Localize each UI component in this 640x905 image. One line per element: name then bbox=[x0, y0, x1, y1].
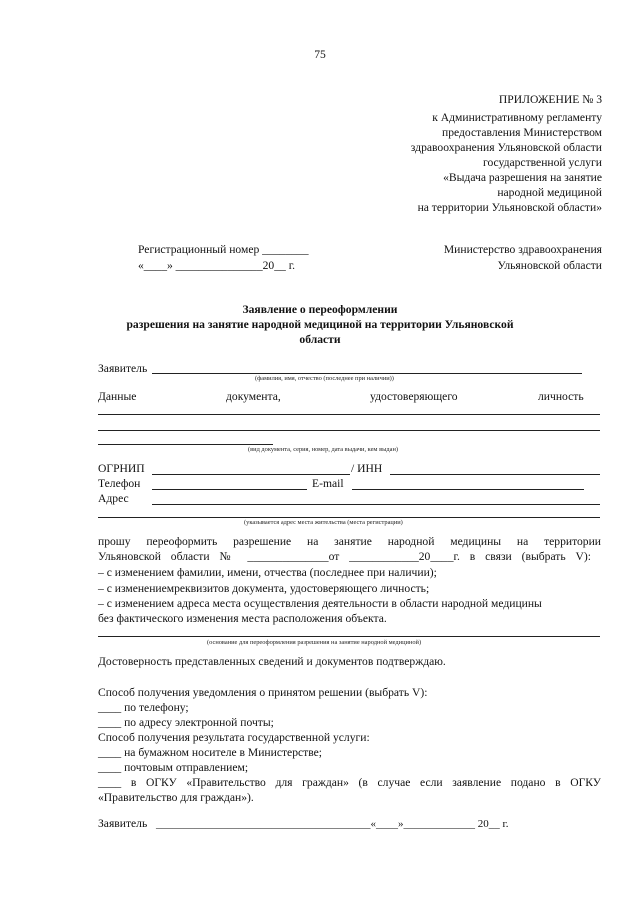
doc-field[interactable] bbox=[98, 430, 600, 431]
registration-date: «____» _______________20__ г. bbox=[138, 259, 296, 272]
signature-label: Заявитель bbox=[98, 817, 148, 830]
doc-word: документа, bbox=[226, 390, 281, 403]
doc-field[interactable] bbox=[98, 444, 273, 445]
doc-hint: (вид документа, серия, номер, дата выдачи, кем выдан) bbox=[248, 446, 399, 453]
header-line: предоставления Министерством bbox=[442, 126, 602, 139]
applicant-hint: (фамилия, имя, отчество (последнее при наличии)) bbox=[255, 375, 394, 382]
inn-field[interactable] bbox=[390, 474, 600, 475]
result-option-mail[interactable]: ____ почтовым отправлением; bbox=[98, 761, 249, 774]
result-option-paper[interactable]: ____ на бумажном носителе в Министерстве; bbox=[98, 746, 322, 759]
phone-label: Телефон bbox=[98, 477, 141, 490]
address-label: Адрес bbox=[98, 492, 129, 505]
doc-word: удостоверяющего bbox=[370, 390, 458, 403]
request-text: Ульяновской области № ______________от ____________20____г. в связи (выбрать V): bbox=[98, 550, 591, 563]
reason-option: – с изменением фамилии, имени, отчества (последнее при наличии); bbox=[98, 566, 437, 579]
header-line: на территории Ульяновской области» bbox=[417, 201, 602, 214]
email-label: E-mail bbox=[312, 477, 344, 490]
document-title: разрешения на занятие народной медициной на территории Ульяновской bbox=[126, 318, 514, 331]
doc-word: личность bbox=[538, 390, 584, 403]
notification-heading: Способ получения уведомления о принятом решении (выбрать V): bbox=[98, 686, 428, 699]
page-number: 75 bbox=[314, 48, 326, 61]
inn-label: / ИНН bbox=[351, 462, 383, 475]
appendix-number: ПРИЛОЖЕНИЕ № 3 bbox=[498, 93, 602, 106]
header-line: государственной услуги bbox=[482, 156, 602, 169]
result-heading: Способ получения результата государственной услуги: bbox=[98, 731, 370, 744]
result-option-ogku[interactable]: ____ в ОГКУ «Правительство для граждан» (в случае если заявление подано в ОГКУ bbox=[98, 776, 601, 789]
notification-option-phone[interactable]: ____ по телефону; bbox=[98, 701, 189, 714]
confirmation-text: Достоверность представленных сведений и документов подтверждаю. bbox=[98, 655, 446, 668]
document-title: области bbox=[299, 333, 341, 346]
address-field[interactable] bbox=[152, 504, 600, 505]
doc-word: Данные bbox=[98, 390, 137, 403]
reason-option: без фактического изменения места расположения объекта. bbox=[98, 612, 387, 625]
registration-number: Регистрационный номер ________ bbox=[138, 243, 309, 256]
document-title: Заявление о переоформлении bbox=[242, 303, 398, 316]
address-field[interactable] bbox=[98, 517, 600, 518]
reason-option: – с изменением адреса места осуществления деятельности в области народной медицины bbox=[98, 597, 542, 610]
reason-option: – с изменениемреквизитов документа, удостоверяющего личность; bbox=[98, 582, 430, 595]
header-line: народной медициной bbox=[497, 186, 602, 199]
request-text: прошу переоформить разрешение на занятие народной медицины на территории bbox=[98, 535, 601, 548]
result-option-ogku-cont: «Правительство для граждан»). bbox=[98, 791, 254, 804]
signature-line[interactable]: _______________________________________«____»_____________ 20__ г. bbox=[156, 818, 509, 830]
phone-field[interactable] bbox=[152, 489, 307, 490]
address-hint: (указывается адрес места жительства (места регистрации) bbox=[244, 519, 403, 526]
ogrnip-label: ОГРНИП bbox=[98, 462, 145, 475]
addressee-line: Министерство здравоохранения bbox=[443, 243, 602, 256]
doc-field[interactable] bbox=[98, 414, 600, 415]
basis-hint: (основание для переоформления разрешения на занятие народной медициной) bbox=[207, 639, 422, 646]
email-field[interactable] bbox=[352, 489, 584, 490]
applicant-label: Заявитель bbox=[98, 362, 148, 375]
applicant-field[interactable] bbox=[152, 373, 582, 374]
notification-option-email[interactable]: ____ по адресу электронной почты; bbox=[98, 716, 274, 729]
ogrnip-field[interactable] bbox=[152, 474, 350, 475]
header-line: здравоохранения Ульяновской области bbox=[410, 141, 602, 154]
basis-field[interactable] bbox=[98, 636, 600, 637]
header-line: «Выдача разрешения на занятие bbox=[443, 171, 602, 184]
addressee-line: Ульяновской области bbox=[497, 259, 602, 272]
header-line: к Административному регламенту bbox=[432, 111, 602, 124]
